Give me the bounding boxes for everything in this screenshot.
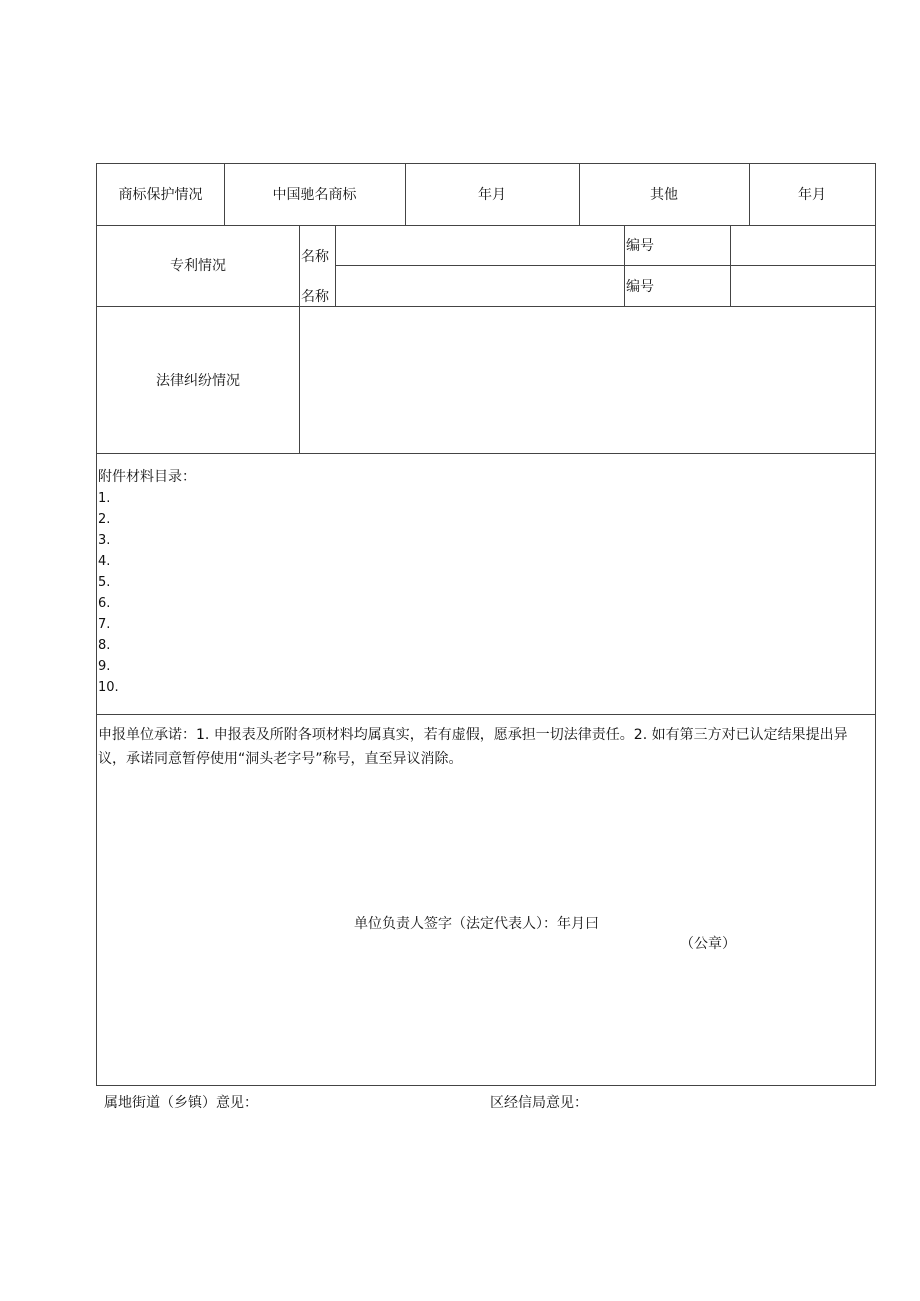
official-seal-label: （公章） xyxy=(680,936,736,952)
other-trademark-label: 其他 xyxy=(650,187,678,203)
patent-name-label: 名称 xyxy=(301,289,329,305)
patent-label: 专利情况 xyxy=(170,258,226,274)
attachment-item: 1. xyxy=(98,491,111,506)
divider xyxy=(335,265,875,266)
attachment-item: 6. xyxy=(98,596,111,611)
street-opinion-label: 属地街道（乡镇）意见： xyxy=(104,1095,258,1111)
trademark-label: 商标保护情况 xyxy=(118,187,203,203)
application-form-table xyxy=(96,163,876,1086)
attachment-item: 5. xyxy=(98,575,111,590)
attachment-item: 4. xyxy=(98,554,111,569)
signature-line: 单位负责人签字（法定代表人）：年月曰 xyxy=(354,916,599,932)
divider xyxy=(97,453,875,454)
attachment-item: 8. xyxy=(98,638,111,653)
attachment-item: 3. xyxy=(98,533,111,548)
pledge-text: 申报单位承诺：1. 申报表及所附各项材料均属真实，若有虚假，愿承担一切法律责任。2. 如有第三方对已认定结果提出异议，承诺同意暂停使用“洞头老字号”称号，直至异议消除。 xyxy=(98,727,848,767)
other-trademark-date: 年月 xyxy=(798,187,826,203)
famous-trademark-date: 年月 xyxy=(478,187,506,203)
divider xyxy=(97,306,875,307)
bureau-opinion-label: 区经信局意见： xyxy=(490,1095,588,1111)
patent-number-label: 编号 xyxy=(626,279,654,295)
patent-number-label: 编号 xyxy=(626,238,654,254)
attachment-item: 7. xyxy=(98,617,111,632)
attachment-item: 2. xyxy=(98,512,111,527)
attachments-title: 附件材料目录： xyxy=(98,469,196,485)
patent-name-label: 名称 xyxy=(301,249,329,265)
divider xyxy=(97,714,875,715)
divider xyxy=(97,225,875,226)
famous-trademark-label: 中国驰名商标 xyxy=(272,187,357,203)
divider xyxy=(299,225,300,453)
attachment-item: 9. xyxy=(98,659,111,674)
attachment-item: 10. xyxy=(98,680,119,695)
legal-dispute-label: 法律纠纷情况 xyxy=(156,373,240,389)
